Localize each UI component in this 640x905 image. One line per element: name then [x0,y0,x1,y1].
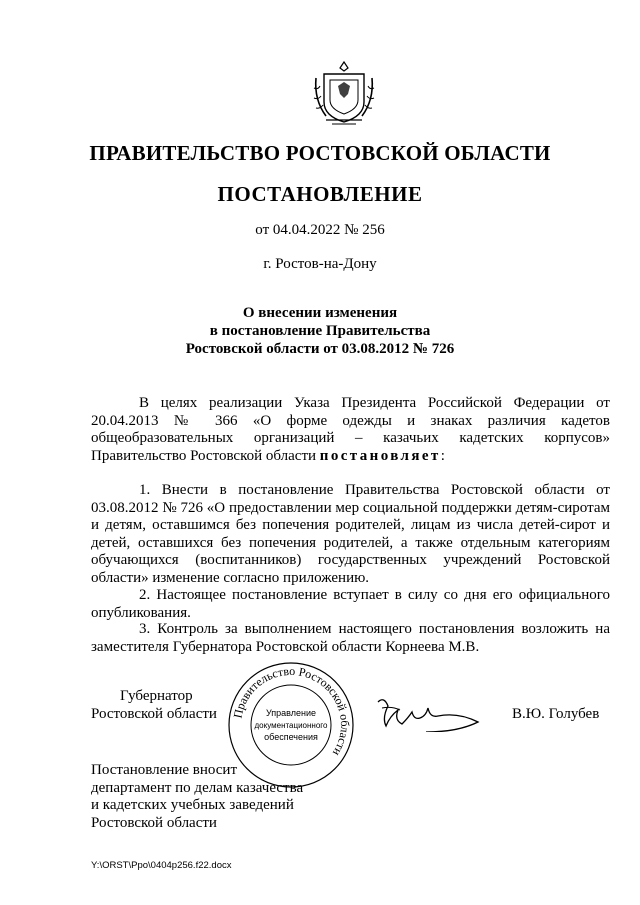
subject-line: О внесении изменения [242,305,398,321]
preamble-paragraph [91,395,610,465]
signatory-title: Губернатор [120,688,193,704]
introduced-by-line: Постановление вносит [91,762,238,778]
resolution-item-2: 2. Настоящее постановление вступает в силу со дня его официального опубликования. [91,587,610,621]
signatory-region: Ростовской области [91,706,217,722]
handwritten-signature [372,694,502,732]
signatory-name: В.Ю. Голубев [512,706,600,722]
introduced-by-line: Ростовской области [91,814,217,831]
introduced-by-block [91,762,351,832]
document-subject [0,304,640,358]
preamble-colon: : [440,447,445,464]
stamp-line: Управление [265,708,317,718]
preamble-emphasis: постановляет [319,447,441,464]
preamble-text: В целях реализации Указа Президента Российской Федерации от 20.04.2013 № 366 «О форме одежды и знаках различия кадетов общеобразовательных организаций – казачьих кадетских корпусов» Правительство Ростовской области [91,395,610,464]
coat-of-arms-icon [312,58,376,128]
stamp-ring-text: Правительство Ростовской области [230,663,353,759]
resolution-item-1: 1. Внести в постановление Правительства Ростовской области от 03.08.2012 № 726 «О предоставлении мер социальной поддержки детям-сиротам и детям, оставшимся без попечения родителей, лицам из числа детей-сирот и детей, оставшихся без попечения родителей, а также отдельным категориям обучающихся (воспитанников) государственных учреждений Ростовской области» изменение согласно приложению. [91,482,610,586]
resolution-item-3: 3. Контроль за выполнением настоящего постановления возложить на заместителя Губернатора Ростовской области Корнеева М.В. [91,621,610,655]
subject-line: в постановление Правительства [209,323,431,339]
introduced-by-line: и кадетских учебных заведений [91,797,294,814]
stamp-line: обеспечения [264,732,318,742]
stamp-line: документационного [254,721,328,730]
introduced-by-line: департамент по делам казачества [91,779,304,796]
document-date-number: от 04.04.2022 № 256 [255,222,385,238]
document-type: ПОСТАНОВЛЕНИЕ [217,182,423,206]
document-city: г. Ростов-на-Дону [263,256,377,272]
government-title: ПРАВИТЕЛЬСТВО РОСТОВСКОЙ ОБЛАСТИ [89,141,551,165]
file-path-footer: Y:\ORST\Ppo\0404p256.f22.docx [91,860,232,871]
subject-line: Ростовской области от 03.08.2012 № 726 [185,341,455,357]
